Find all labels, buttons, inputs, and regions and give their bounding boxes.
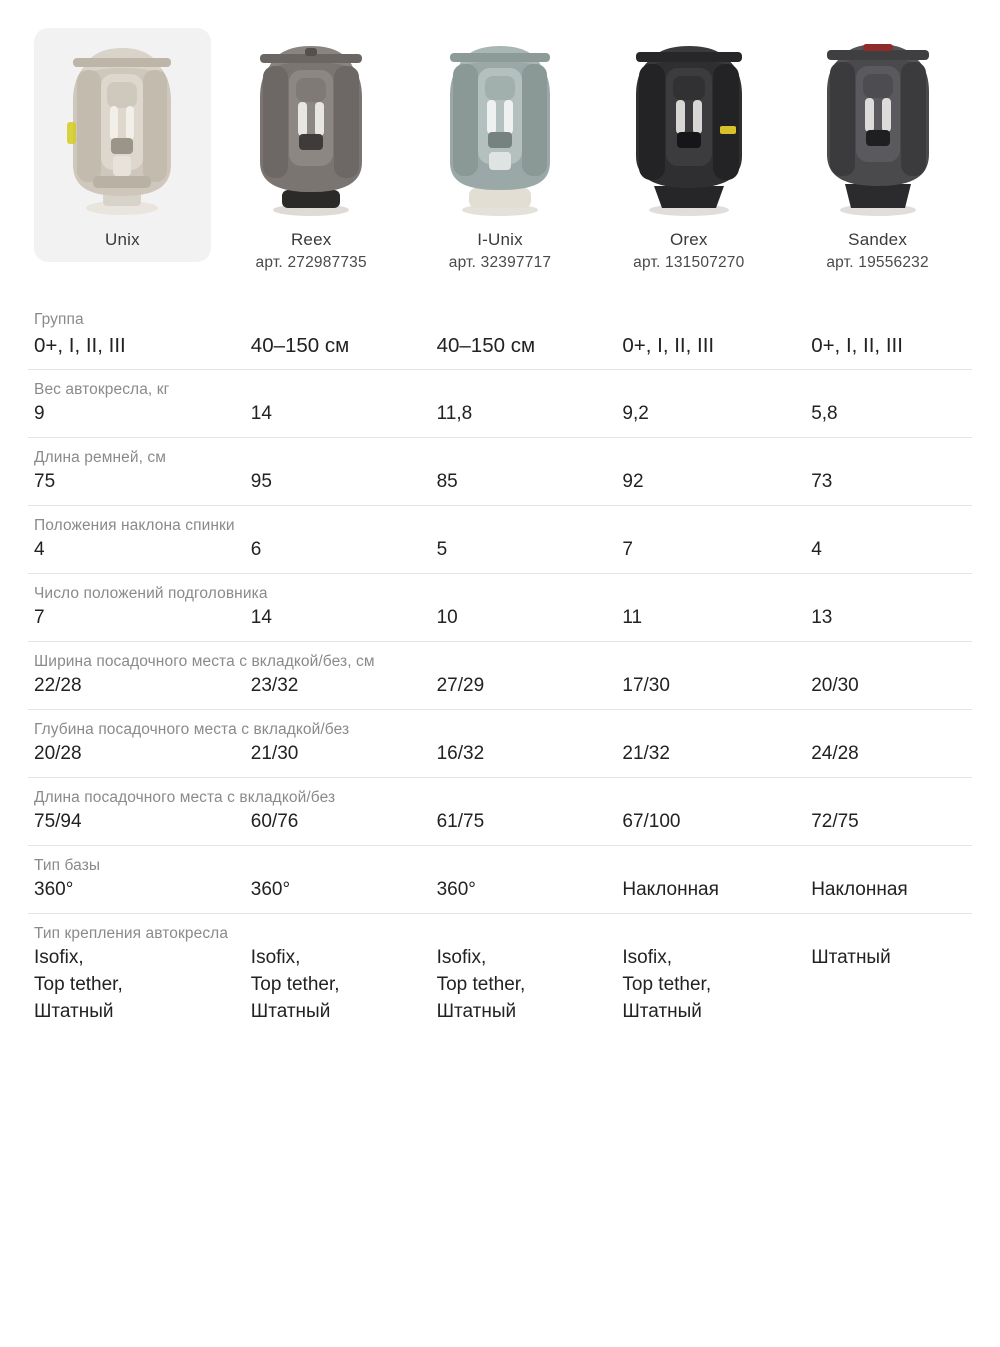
spec-cell: Наклонная bbox=[811, 878, 908, 900]
spec-label: Тип крепления автокресла bbox=[34, 924, 229, 942]
spec-cell: 60/76 bbox=[250, 810, 299, 832]
product-card-2 bbox=[223, 28, 400, 284]
spec-values bbox=[28, 401, 972, 428]
spec-cell: 0+, I, II, III bbox=[811, 334, 903, 357]
spec-label: Ширина посадочного места с вкладкой/без, см bbox=[34, 652, 375, 670]
spec-cell: 22/28 bbox=[34, 674, 82, 696]
product-card-4 bbox=[600, 28, 777, 284]
spec-label: Длина посадочного места с вкладкой/без bbox=[34, 788, 336, 806]
spec-label: Положения наклона спинки bbox=[34, 517, 235, 535]
spec-row-base-type bbox=[28, 845, 972, 913]
spec-cell: 21/30 bbox=[250, 742, 299, 764]
spec-row-seat-depth bbox=[28, 709, 972, 777]
car-seat-image-5 bbox=[795, 38, 960, 216]
spec-cell: 20/28 bbox=[34, 742, 82, 764]
spec-cell: 95 bbox=[250, 471, 272, 493]
spec-cell: 14 bbox=[250, 607, 272, 629]
spec-label: Группа bbox=[34, 311, 84, 328]
car-seat-image-1 bbox=[40, 38, 205, 216]
spec-cell: 23/32 bbox=[250, 674, 299, 696]
product-column-5[interactable] bbox=[783, 14, 972, 290]
spec-cell: 16/32 bbox=[436, 742, 485, 764]
spec-cell: Штатный bbox=[811, 946, 891, 968]
spec-values bbox=[28, 877, 972, 904]
spec-values bbox=[28, 741, 972, 768]
spec-cell: 6 bbox=[250, 539, 262, 561]
spec-cell: 5 bbox=[436, 539, 448, 561]
spec-cell: 360° bbox=[34, 878, 74, 900]
spec-row-belt-length bbox=[28, 437, 972, 505]
product-name: Sandex bbox=[848, 230, 908, 249]
product-card-3 bbox=[412, 28, 589, 284]
spec-cell: 360° bbox=[436, 878, 476, 900]
spec-cell: 24/28 bbox=[811, 742, 859, 764]
spec-cell: 9,2 bbox=[622, 403, 649, 425]
spec-cell: Isofix, Top tether, Штатный bbox=[436, 946, 526, 1022]
spec-cell: 21/32 bbox=[622, 742, 670, 764]
spec-cell: 20/30 bbox=[811, 674, 859, 696]
spec-cell: Isofix, Top tether, Штатный bbox=[250, 946, 340, 1022]
spec-cell: 40–150 см bbox=[436, 334, 536, 357]
product-name: Reex bbox=[290, 230, 332, 249]
product-card-5 bbox=[789, 28, 966, 284]
spec-cell: 17/30 bbox=[622, 674, 670, 696]
spec-cell: 92 bbox=[622, 471, 644, 493]
spec-row-weight bbox=[28, 369, 972, 437]
product-name: I-Unix bbox=[477, 230, 523, 249]
spec-cell: 75 bbox=[34, 471, 56, 493]
spec-row-mount-type bbox=[28, 913, 972, 1035]
spec-row-group bbox=[28, 300, 972, 369]
spec-values bbox=[28, 673, 972, 700]
spec-values bbox=[28, 331, 972, 360]
spec-label: Глубина посадочного места с вкладкой/без bbox=[34, 720, 350, 738]
product-name: Orex bbox=[669, 230, 708, 249]
spec-row-recline-positions bbox=[28, 505, 972, 573]
spec-row-seat-width bbox=[28, 641, 972, 709]
spec-cell: 360° bbox=[250, 878, 291, 900]
spec-cell: 61/75 bbox=[436, 810, 485, 832]
spec-cell: 72/75 bbox=[811, 810, 859, 832]
spec-cell: Isofix, Top tether, Штатный bbox=[34, 946, 123, 1022]
spec-cell: 5,8 bbox=[811, 403, 838, 425]
product-sku: арт. 131507270 bbox=[633, 254, 745, 271]
spec-label: Длина ремней, см bbox=[34, 449, 167, 467]
comparison-sheet bbox=[0, 14, 1000, 1347]
car-seat-image-3 bbox=[418, 38, 583, 216]
product-column-2[interactable] bbox=[217, 14, 406, 290]
spec-row-headrest-positions bbox=[28, 573, 972, 641]
product-card-1 bbox=[34, 28, 211, 262]
spec-cell: 9 bbox=[34, 403, 45, 425]
spec-cell: 27/29 bbox=[436, 674, 485, 696]
spec-cell: 7 bbox=[622, 539, 633, 561]
spec-values bbox=[28, 469, 972, 496]
spec-cell: 40–150 см bbox=[250, 334, 350, 357]
product-sku: арт. 272987735 bbox=[255, 254, 367, 271]
spec-values bbox=[28, 605, 972, 632]
spec-label: Тип базы bbox=[34, 856, 101, 874]
spec-label: Вес автокресла, кг bbox=[34, 381, 170, 399]
spec-cell: 85 bbox=[436, 471, 458, 493]
spec-label: Число положений подголовника bbox=[34, 585, 268, 603]
spec-cell: 10 bbox=[436, 607, 458, 629]
spec-values bbox=[28, 809, 972, 836]
spec-cell: 0+, I, II, III bbox=[622, 334, 715, 357]
spec-cell: 4 bbox=[811, 539, 822, 561]
product-header-row bbox=[0, 14, 1000, 290]
product-sku: арт. 19556232 bbox=[826, 254, 929, 271]
car-seat-image-4 bbox=[606, 38, 771, 216]
spec-values bbox=[28, 945, 972, 1026]
spec-table bbox=[0, 300, 1000, 1035]
spec-cell: Isofix, Top tether, Штатный bbox=[622, 946, 712, 1022]
product-column-4[interactable] bbox=[594, 14, 783, 290]
spec-cell: 4 bbox=[34, 539, 45, 561]
spec-cell: 0+, I, II, III bbox=[34, 334, 126, 357]
spec-cell: 11 bbox=[622, 607, 643, 629]
spec-cell: Наклонная bbox=[622, 878, 719, 900]
spec-cell: 67/100 bbox=[622, 810, 681, 832]
product-name: Unix bbox=[104, 230, 140, 249]
spec-cell: 75/94 bbox=[34, 810, 82, 832]
spec-row-seat-length bbox=[28, 777, 972, 845]
spec-cell: 13 bbox=[811, 607, 833, 629]
spec-cell: 14 bbox=[250, 403, 272, 425]
spec-values bbox=[28, 537, 972, 564]
product-column-3[interactable] bbox=[406, 14, 595, 290]
car-seat-image-2 bbox=[229, 38, 394, 216]
product-column-1[interactable] bbox=[28, 14, 217, 290]
product-sku: арт. 32397717 bbox=[448, 254, 552, 271]
spec-cell: 7 bbox=[34, 607, 45, 629]
spec-cell: 11,8 bbox=[436, 403, 473, 425]
spec-cell: 73 bbox=[811, 471, 833, 493]
